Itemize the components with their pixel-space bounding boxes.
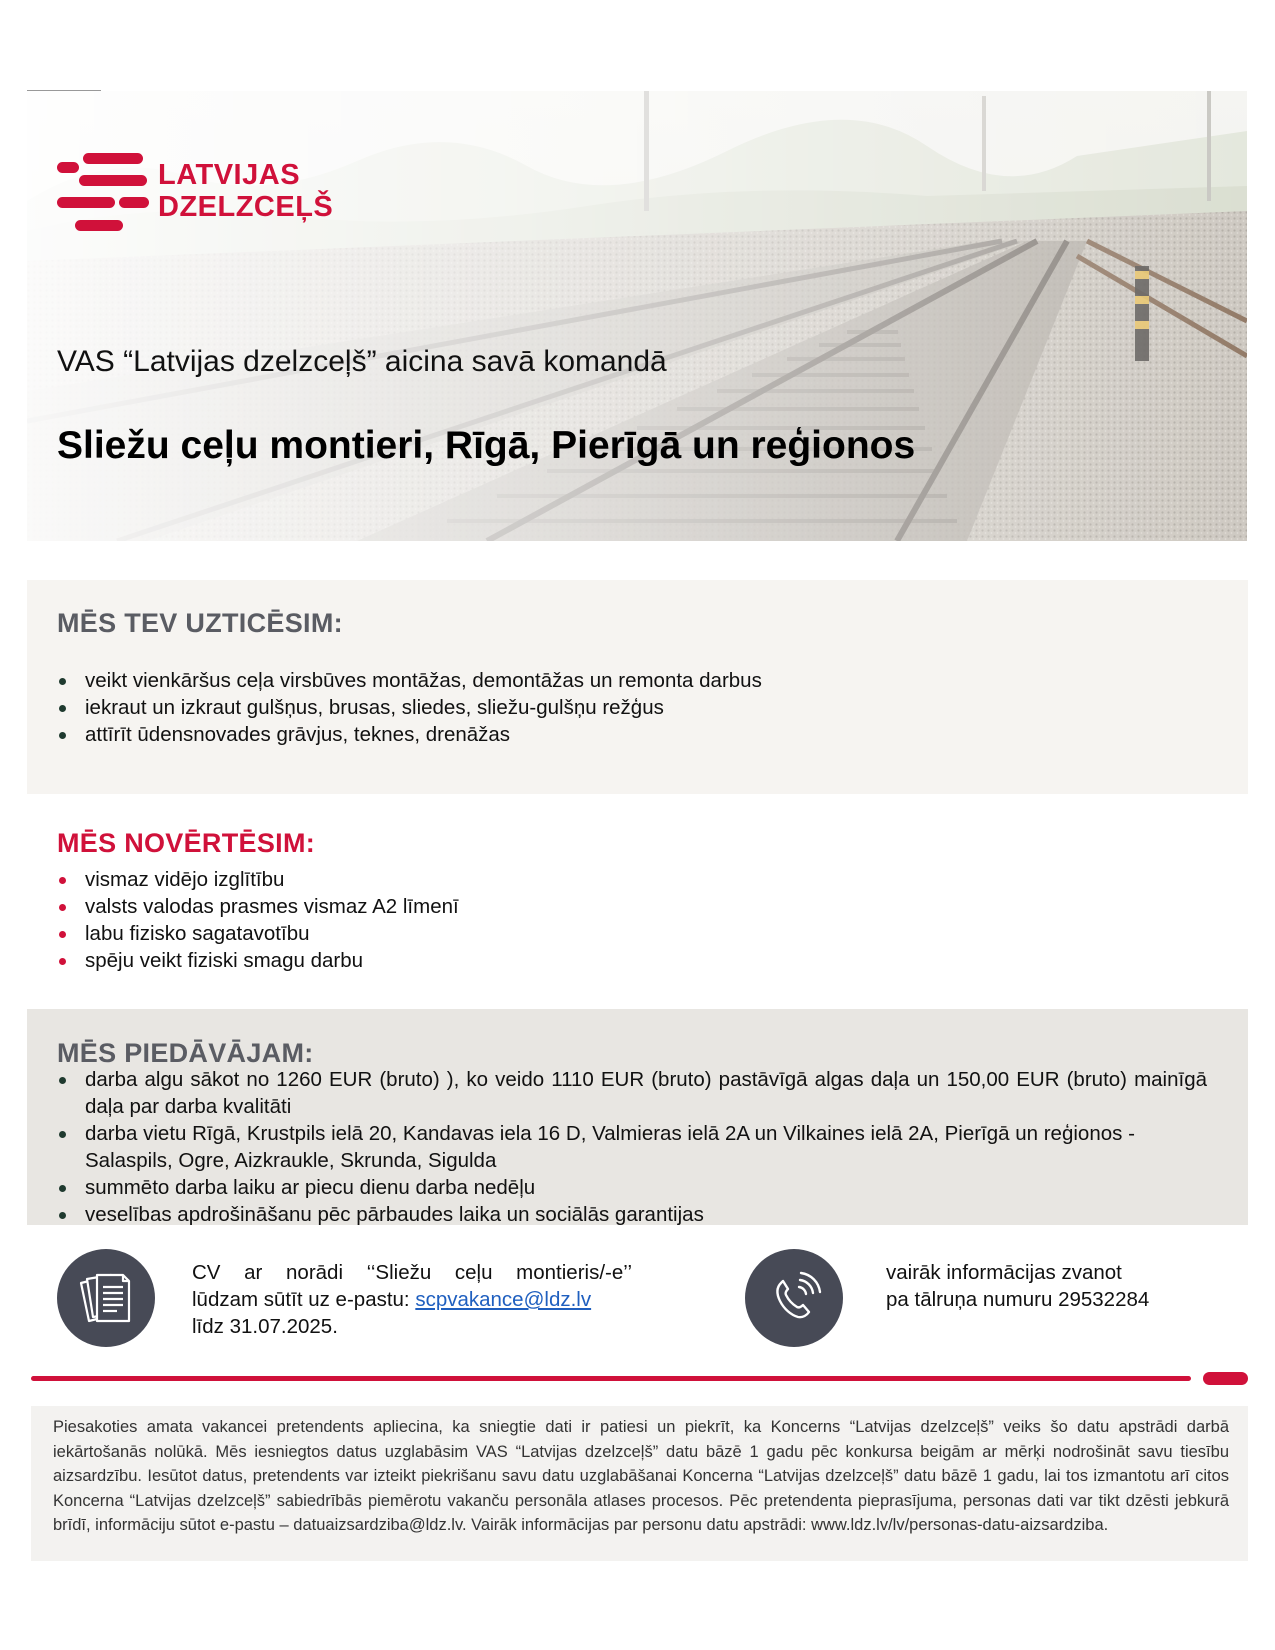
company-logo bbox=[57, 153, 334, 239]
list-item: summēto darba laiku ar piecu dienu darba nedēļu bbox=[57, 1174, 1207, 1201]
phone-icon bbox=[745, 1249, 843, 1347]
privacy-disclaimer bbox=[31, 1406, 1248, 1561]
section-trust bbox=[27, 580, 1248, 794]
value-list bbox=[57, 866, 459, 974]
email-prefix: lūdzam sūtīt uz e-pastu: bbox=[192, 1288, 416, 1311]
list-item: vismaz vidējo izglītību bbox=[57, 866, 459, 893]
list-item: labu fizisko sagatavotību bbox=[57, 920, 459, 947]
job-title: Sliežu ceļu montieri, Rīgā, Pierīgā un reģionos bbox=[57, 424, 916, 467]
phone-line: pa tālruņa numuru 29532284 bbox=[886, 1288, 1150, 1311]
disclaimer-text: Piesakoties amata vakancei pretendents apliecina, ka sniegtie dati ir patiesi un piekrīt, ka Koncerns “Latvijas dzelzceļš” veiks šo datu apstrādi darbā iekārtošanās nolūkā. Mēs iesniegtos datus uzglabāsim VAS “Latvijas dzelzceļš” datu bāzē 1 gadu pēc konkursa beigām ar mērķi nodrošināt savu tiesību aizsardzību. Iesūtot datus, pretendents var izteikt piekrišanu savu datu uzglabāšanai Koncerna “Latvijas dzelzceļš” datu bāzē 1 gadu, lai tos izmantotu arī citos Koncerna “Latvijas dzelzceļš” sabiedrībās piemērotu vakanču personāla atlases procesos. Pēc pretendenta pieprasījuma, personas dati var tikt dzēsti jebkurā brīdī, informāciju sūtot e-pastu – datuaizsardziba@ldz.lv. Vairāk informācijas par personu datu apstrādi: www.ldz.lv/lv/personas-datu-aizsardziba. bbox=[53, 1418, 1229, 1534]
list-item: veselības apdrošināšanu pēc pārbaudes laika un sociālās garantijas bbox=[57, 1201, 1207, 1228]
list-item: darba algu sākot no 1260 EUR (bruto) ), ko veido 1110 EUR (bruto) pastāvīgā algas daļa un 150,00 EUR (bruto) mainīgā daļa par darba kvalitāti bbox=[57, 1066, 1207, 1120]
deadline-line: līdz 31.07.2025. bbox=[192, 1315, 338, 1338]
application-info bbox=[192, 1259, 632, 1340]
list-item: iekraut un izkraut gulšņus, brusas, sliedes, sliežu-gulšņu režģus bbox=[57, 694, 762, 721]
offer-list bbox=[57, 1066, 1207, 1228]
list-item: valsts valodas prasmes vismaz A2 līmenī bbox=[57, 893, 459, 920]
cv-line: CV ar norādi ‘‘Sliežu ceļu montieris/-e’’ bbox=[192, 1261, 632, 1284]
email-link[interactable]: scpvakance@ldz.lv bbox=[415, 1288, 592, 1311]
list-item: spēju veikt fiziski smagu darbu bbox=[57, 947, 459, 974]
section-heading: MĒS PIEDĀVĀJAM: bbox=[57, 1038, 314, 1068]
list-item: attīrīt ūdensnovades grāvjus, teknes, drenāžas bbox=[57, 721, 762, 748]
section-heading: MĒS NOVĒRTĒSIM: bbox=[57, 828, 316, 858]
email-line bbox=[192, 1286, 632, 1313]
contact-info bbox=[886, 1259, 1149, 1313]
intro-text: VAS “Latvijas dzelzceļš” aicina savā komandā bbox=[57, 345, 667, 378]
section-value bbox=[27, 810, 1248, 980]
list-item: veikt vienkāršus ceļa virsbūves montāžas, demontāžas un remonta darbus bbox=[57, 667, 762, 694]
section-offer bbox=[27, 1009, 1248, 1225]
divider-pill bbox=[1203, 1372, 1248, 1385]
list-item: darba vietu Rīgā, Krustpils ielā 20, Kandavas iela 16 D, Valmieras ielā 2A un Vilkaines ielā 2A, Pierīgā un reģionos - Salaspils, Ogre, Aizkraukle, Skrunda, Sigulda bbox=[57, 1120, 1207, 1174]
contact-line: vairāk informācijas zvanot bbox=[886, 1261, 1122, 1284]
logo-wordmark: LATVIJAS DZELZCEĻŠ bbox=[158, 159, 334, 223]
divider-line bbox=[31, 1376, 1191, 1381]
documents-icon bbox=[57, 1249, 155, 1347]
section-heading: MĒS TEV UZTICĒSIM: bbox=[57, 608, 343, 638]
trust-list bbox=[57, 667, 762, 748]
